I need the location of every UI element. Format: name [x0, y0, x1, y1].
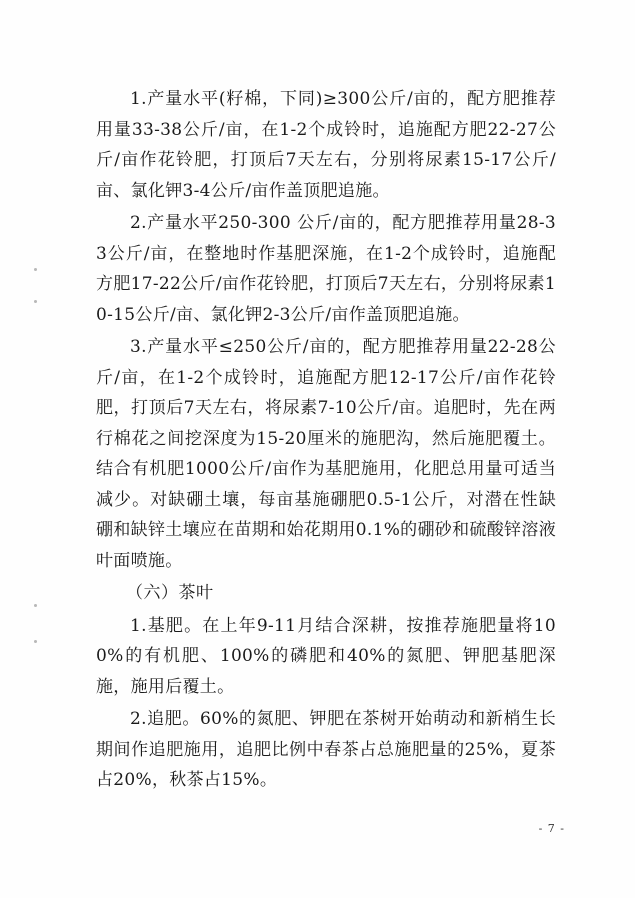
margin-mark — [34, 300, 37, 303]
margin-mark — [34, 268, 37, 271]
paragraph-cotton-low-yield: 3.产量水平≤250公斤/亩的，配方肥推荐用量22-28公斤/亩，在1-2个成铃时，追施配方肥12-17公斤/亩作花铃肥，打顶后7天左右，将尿素7-10公斤/亩。追肥时，先在两行棉花之间挖深度为15-20厘米的施肥沟，然后施肥覆土。结合有机肥1000公斤/亩作为基肥施用，化肥总用量可适当减少。对缺硼土壤，每亩基施硼肥0.5-1公斤，对潜在性缺硼和缺锌土壤应在苗期和始花期用0.1%的硼砂和硫酸锌溶液叶面喷施。 — [96, 337, 556, 571]
section-heading-tea: （六）茶叶 — [126, 583, 214, 603]
document-body — [96, 84, 556, 798]
margin-mark — [34, 604, 37, 607]
paragraph-tea-top-dressing: 2.追肥。60%的氮肥、钾肥在茶树开始萌动和新梢生长期间作追肥施用，追肥比例中春茶占总施肥量的25%，夏茶占20%，秋茶占15%。 — [96, 709, 556, 790]
page-number: - 7 - — [538, 822, 565, 835]
paragraph-tea-base-fertilizer: 1.基肥。在上年9-11月结合深耕，按推荐施肥量将100%的有机肥、100%的磷肥和40%的氮肥、钾肥基肥深施，施用后覆土。 — [96, 615, 556, 697]
margin-mark — [34, 640, 37, 643]
paragraph-cotton-mid-yield: 2.产量水平250-300 公斤/亩的，配方肥推荐用量28-33公斤/亩，在整地时作基肥深施，在1-2个成铃时，追施配方肥17-22公斤/亩作花铃肥，打顶后7天左右，分别将尿素10-15公斤/亩、氯化钾2-3公斤/亩作盖顶肥追施。 — [96, 213, 556, 325]
paragraph-cotton-high-yield: 1.产量水平(籽棉，下同)≥300公斤/亩的，配方肥推荐用量33-38公斤/亩，在1-2个成铃时，追施配方肥22-27公斤/亩作花铃肥，打顶后7天左右，分别将尿素15-17公斤/亩、氯化钾3-4公斤/亩作盖顶肥追施。 — [96, 89, 556, 201]
